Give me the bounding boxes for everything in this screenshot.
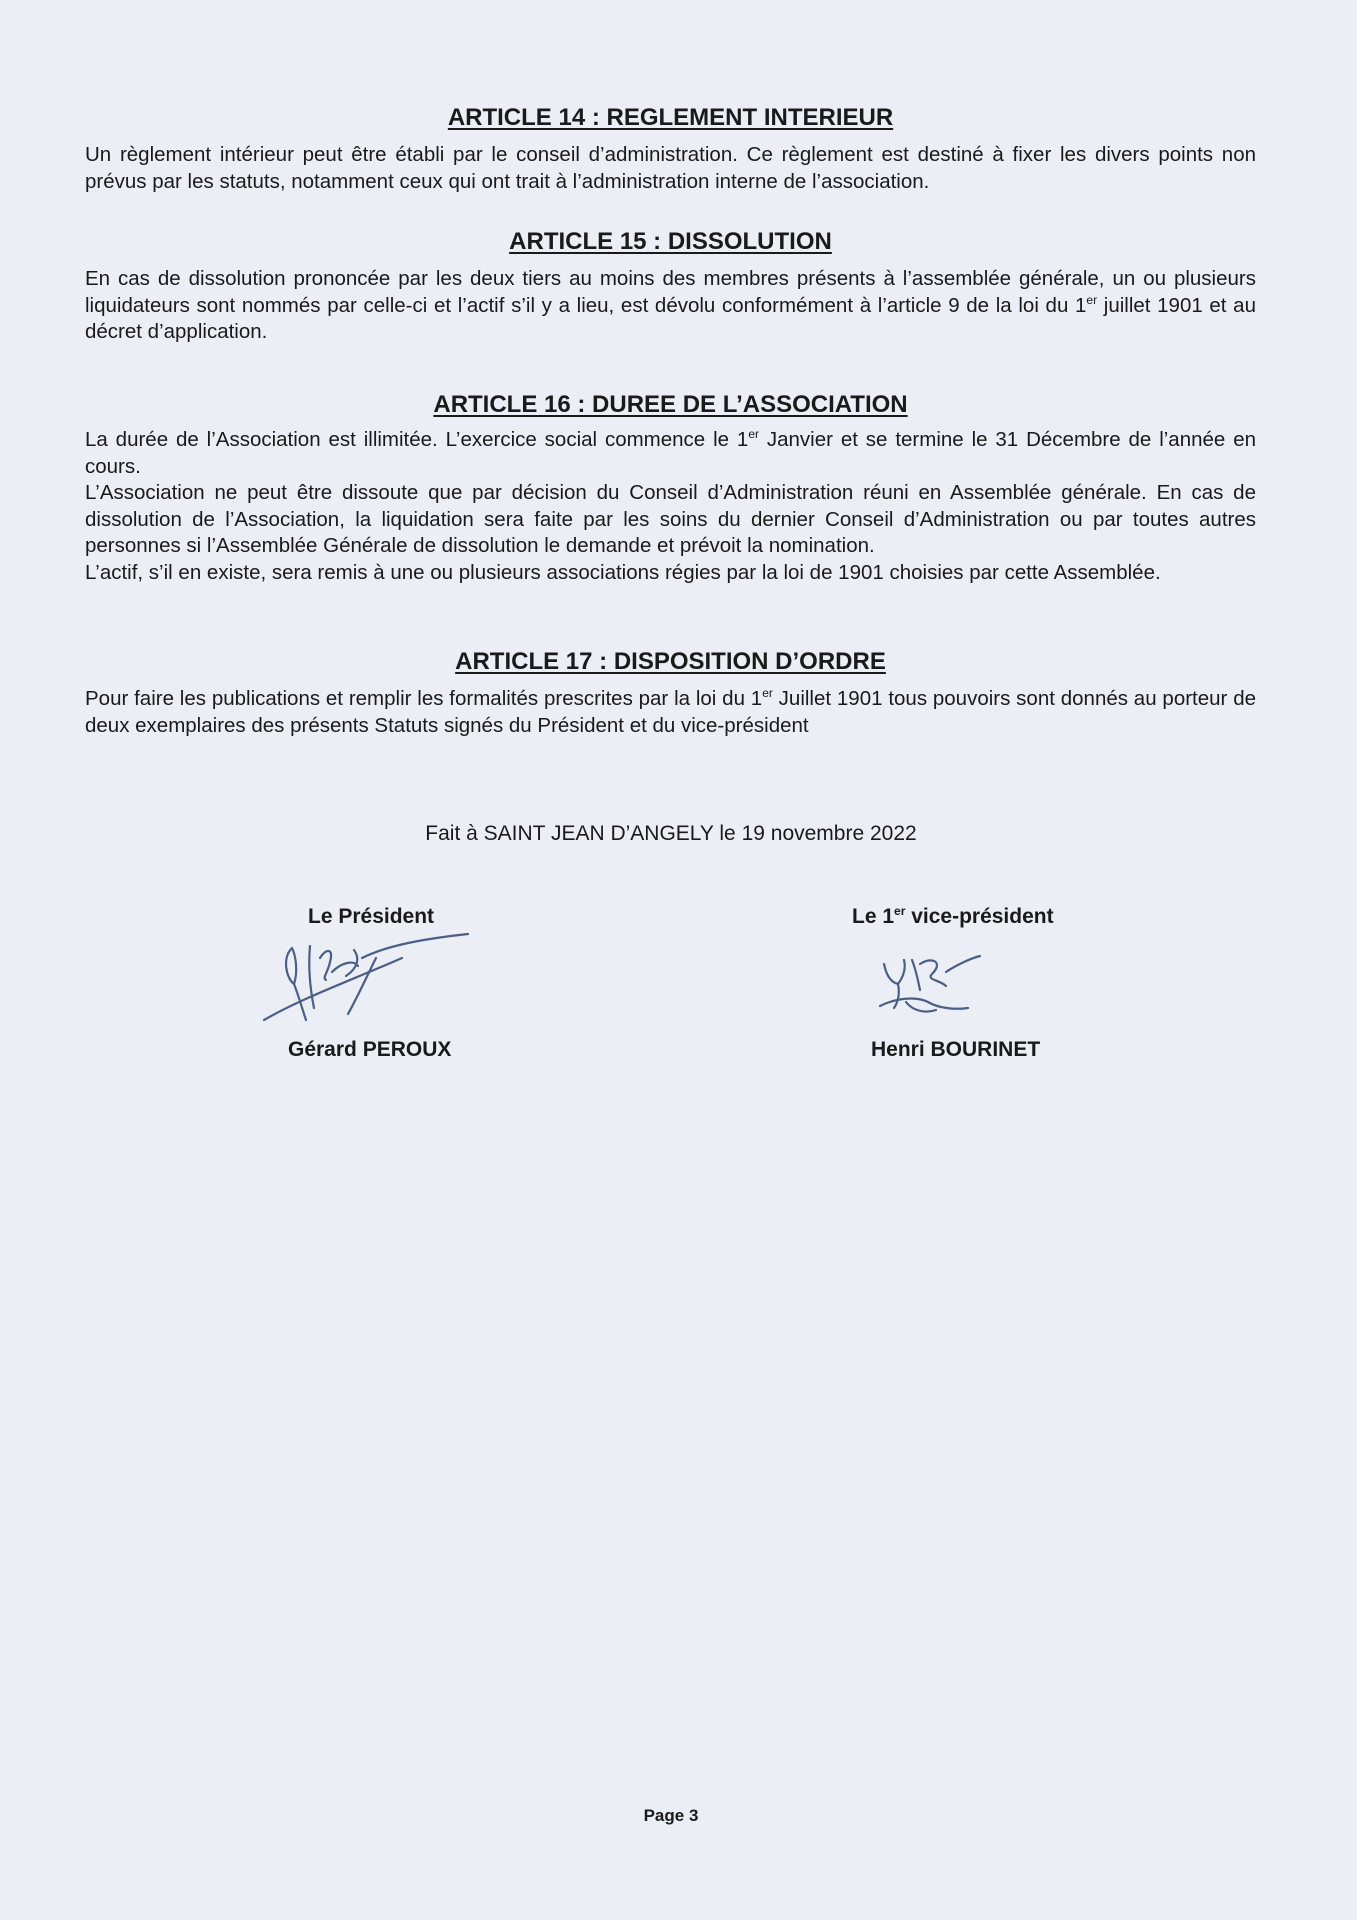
article-16 (85, 391, 1256, 586)
article-16-title: ARTICLE 16 : DUREE DE L’ASSOCIATION (433, 391, 908, 418)
article-15-text (85, 266, 1256, 346)
article-15-title: ARTICLE 15 : DISSOLUTION (509, 228, 832, 255)
article-15-text-part2: juillet 1901 et au décret d’application. (85, 293, 1256, 343)
article-16-text-part1: La durée de l’Association est illimitée. L’exercice social commence le 1 (85, 428, 749, 451)
article-14-text: Un règlement intérieur peut être établi par le conseil d’administration. Ce règlement est destiné à fixer les divers points non prévus par les statuts, notamment ceux qui ont trait à l’administration interne de l’association. (85, 143, 1256, 193)
article-17 (85, 648, 1256, 739)
president-role: Le Président (308, 905, 435, 928)
article-14-title: ARTICLE 14 : REGLEMENT INTERIEUR (447, 104, 894, 131)
article-14 (85, 104, 1256, 195)
president-name: Gérard PEROUX (288, 1038, 452, 1061)
president-signature-icon (262, 928, 472, 1028)
article-17-title: ARTICLE 17 : DISPOSITION D’ORDRE (455, 648, 886, 675)
vice-president-signature-icon (876, 950, 986, 1020)
vice-president-role-part2: vice-président (905, 905, 1054, 928)
article-16-paragraph-3: L’actif, s’il en existe, sera remis à une ou plusieurs associations régies par la loi de 1901 choisies par cette Assemblée. (85, 560, 1161, 584)
article-17-superscript: er (762, 686, 773, 701)
article-15-superscript: er (1086, 292, 1098, 307)
page-number: Page 3 (643, 1806, 699, 1825)
article-17-text-part2: Juillet 1901 tous pouvoirs sont donnés au porteur de deux exemplaires des présents Statuts signés du Président et du vice-président (85, 687, 1256, 737)
article-17-text (85, 686, 1256, 739)
vice-president-role-part1: Le 1 (852, 905, 895, 928)
article-15 (85, 228, 1256, 346)
vice-president-role-superscript: er (894, 904, 906, 918)
place-and-date: Fait à SAINT JEAN D’ANGELY le 19 novembre 2022 (425, 822, 917, 845)
article-16-paragraph-2: L’Association ne peut être dissoute que par décision du Conseil d’Administration réuni en Assemblée générale. En cas de dissolution de l’Association, la liquidation sera faite par les soins du dernier Conseil d’Administration ou par toutes autres personnes si l’Assemblée Générale de dissolution le demande et prévoit la nomination. (85, 481, 1256, 557)
vice-president-name: Henri BOURINET (871, 1038, 1041, 1061)
article-16-text-part2: Janvier et se termine le 31 Décembre de l’année en cours. (85, 428, 1256, 478)
article-16-superscript: er (748, 427, 759, 442)
article-16-text (85, 427, 1256, 480)
vice-president-role (852, 905, 1054, 929)
article-15-text-part1: En cas de dissolution prononcée par les deux tiers au moins des membres présents à l’assemblée générale, un ou plusieurs liquidateurs sont nommés par celle-ci et l’actif s’il y a lieu, est dévolu conformément à l’article 9 de la loi du 1 (85, 267, 1256, 317)
article-17-text-part1: Pour faire les publications et remplir les formalités prescrites par la loi du 1 (85, 687, 763, 710)
